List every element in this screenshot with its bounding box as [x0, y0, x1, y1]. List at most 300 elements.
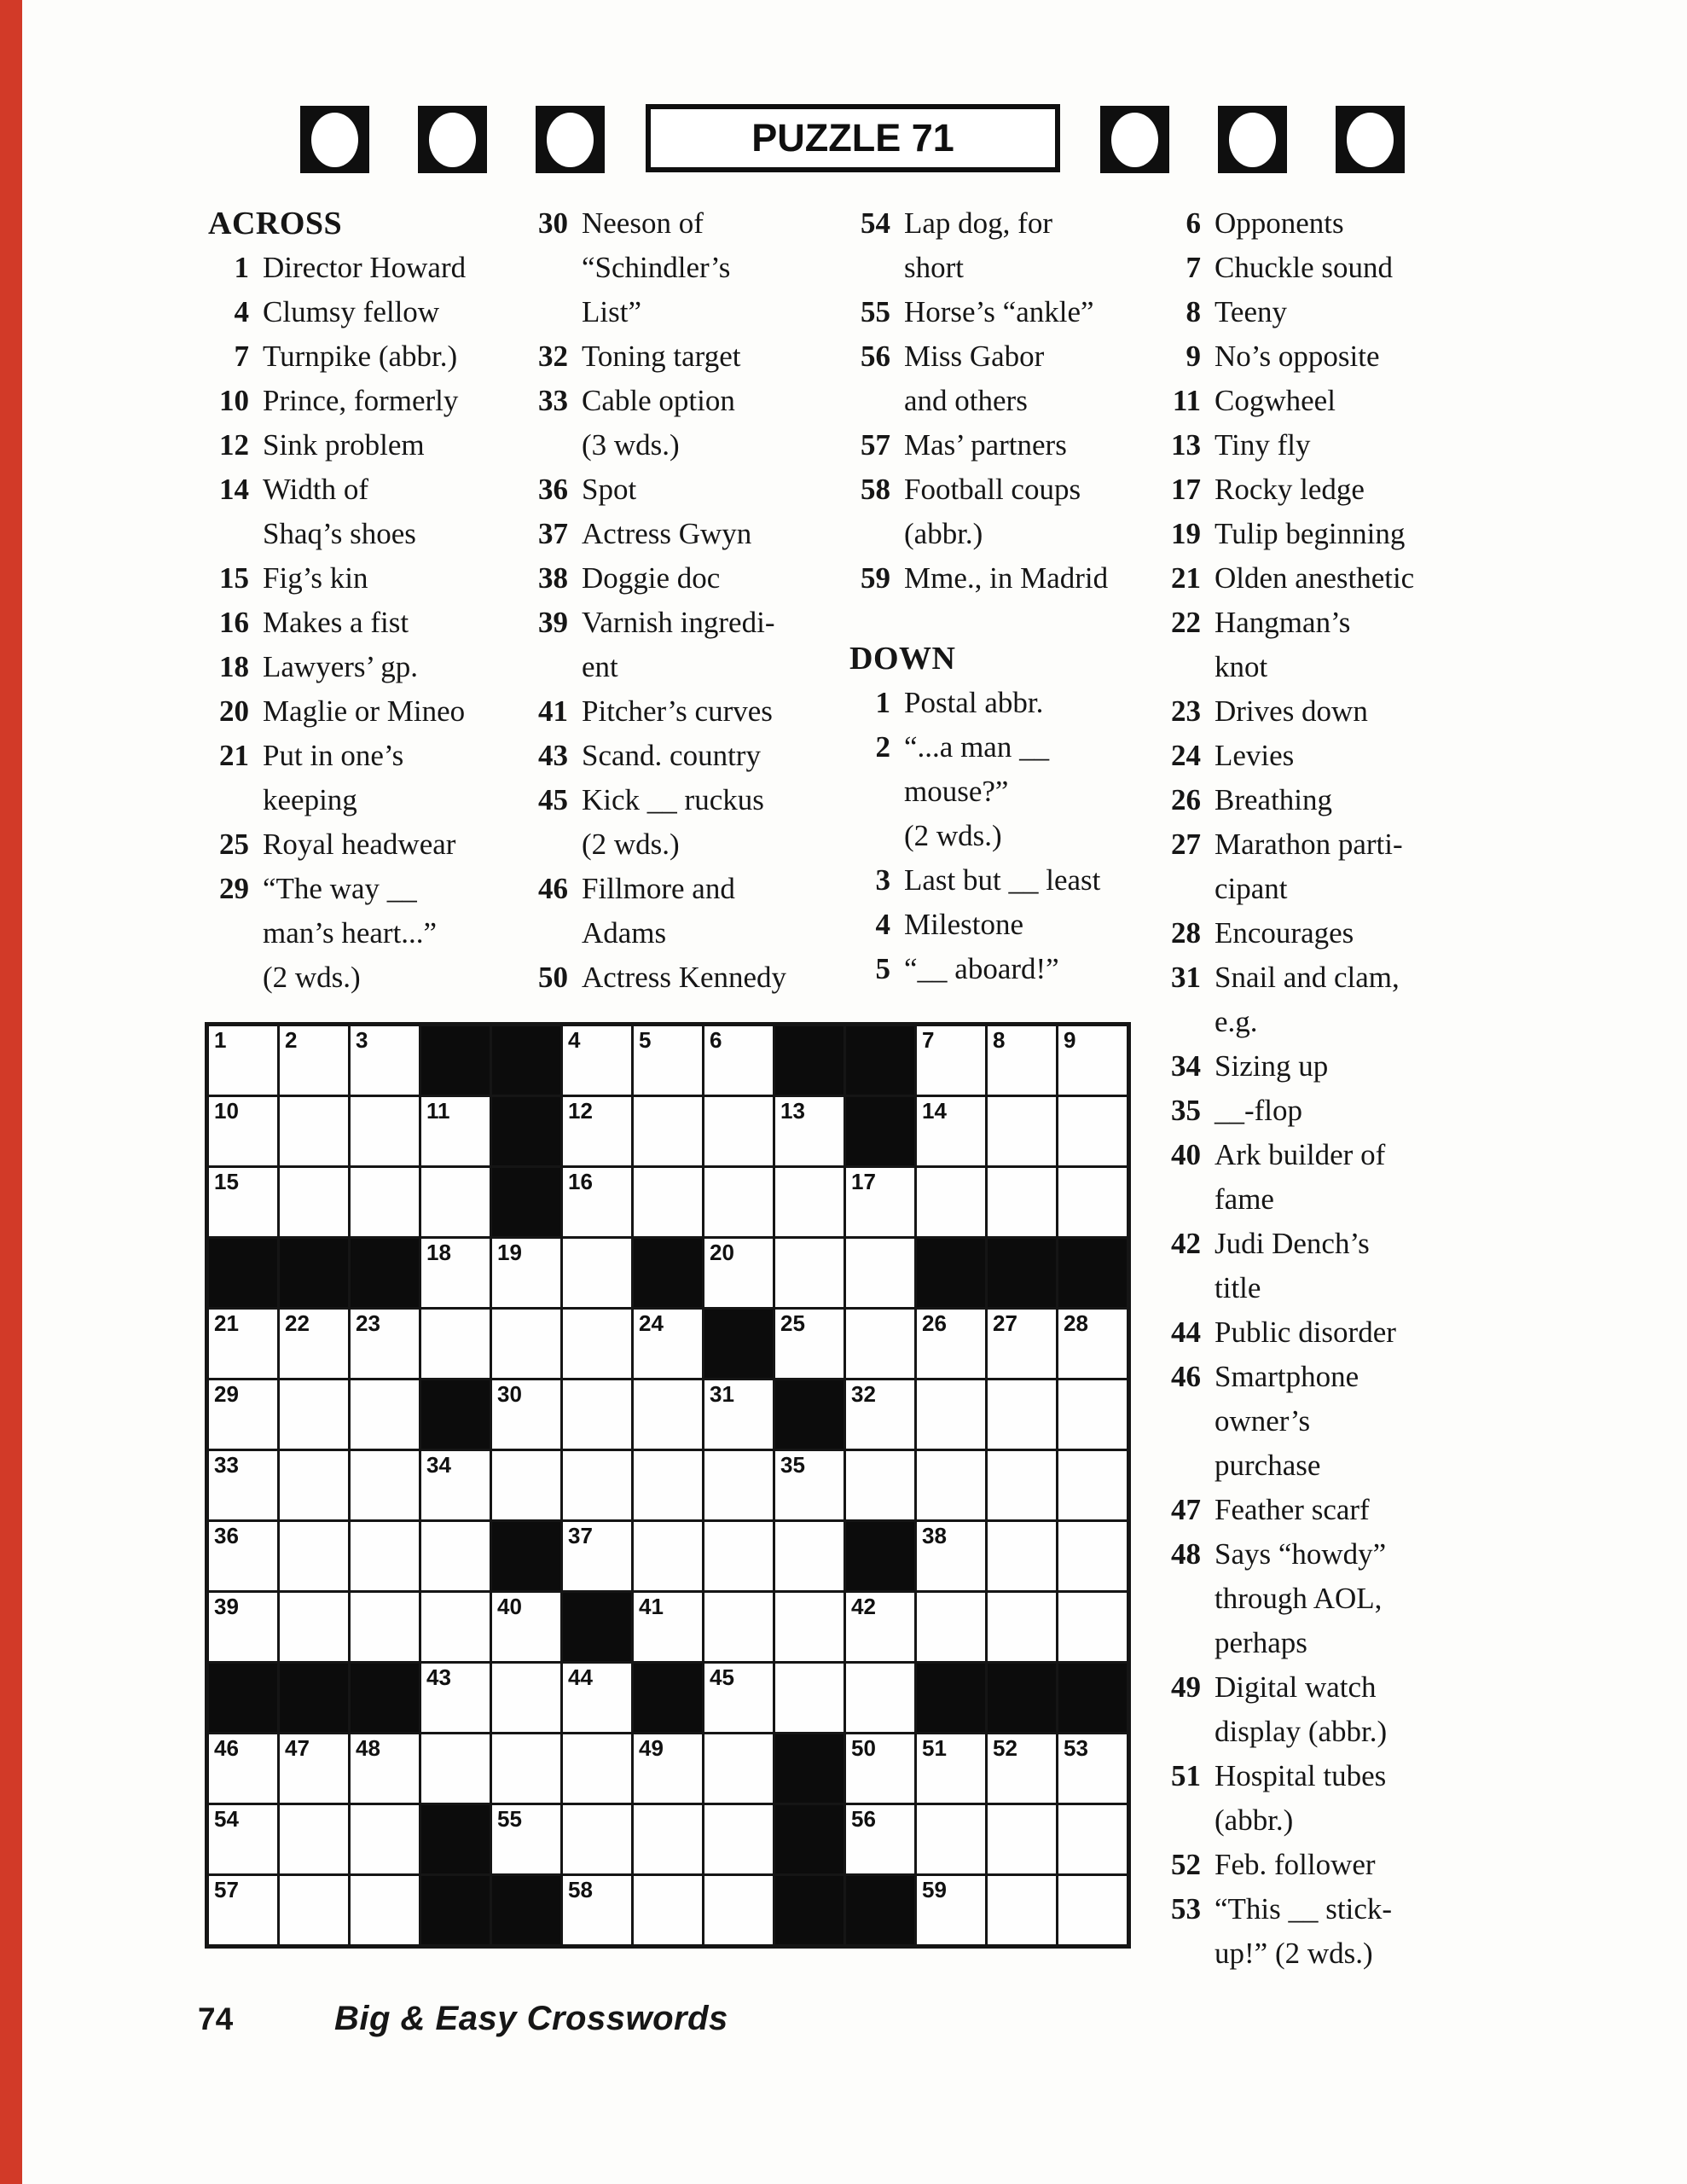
grid-cell-black — [492, 1876, 560, 1944]
grid-cell — [1058, 1168, 1127, 1236]
clue-across-10 — [208, 379, 522, 423]
grid-cell — [704, 1664, 773, 1732]
grid-cell-black — [634, 1664, 702, 1732]
clue-number: 9 — [1186, 340, 1201, 373]
grid-cell-black — [563, 1593, 631, 1661]
clue-across-1 — [208, 246, 522, 290]
grid-cell — [209, 1451, 277, 1519]
clue-number: 22 — [1171, 606, 1201, 639]
clue-number: 45 — [538, 783, 568, 816]
grid-cell-number-28: 28 — [1064, 1310, 1088, 1336]
grid-cell — [704, 1522, 773, 1590]
clue-number: 7 — [234, 340, 249, 373]
clue-text: Smartphone owner’s purchase — [1215, 1360, 1359, 1482]
clue-number: 11 — [1172, 384, 1201, 417]
clue-text: Prince, formerly — [263, 384, 459, 417]
grid-cell — [634, 1168, 702, 1236]
clue-down-52 — [1160, 1843, 1511, 1887]
crossword-grid — [205, 1022, 1131, 1949]
clue-text: Lap dog, for short — [904, 206, 1052, 284]
clue-number: 12 — [219, 428, 249, 462]
grid-cell-black — [421, 1380, 490, 1449]
clue-text: Lawyers’ gp. — [263, 650, 419, 683]
grid-cell — [421, 1664, 490, 1732]
grid-cell-number-56: 56 — [851, 1806, 876, 1832]
grid-cell — [492, 1451, 560, 1519]
clue-text: Kick __ ruckus (2 wds.) — [582, 783, 764, 861]
clue-text: “This __ stick- up!” (2 wds.) — [1215, 1892, 1393, 1970]
grid-cell — [351, 1522, 419, 1590]
grid-cell-number-36: 36 — [214, 1523, 239, 1548]
clue-down-4 — [849, 903, 1165, 947]
grid-cell — [846, 1734, 914, 1803]
grid-cell-number-47: 47 — [285, 1735, 310, 1761]
grid-cell-black — [421, 1805, 490, 1873]
grid-cell-black — [421, 1026, 490, 1095]
clue-number: 23 — [1171, 694, 1201, 728]
decor-squares-right — [1100, 106, 1405, 173]
grid-cell — [704, 1097, 773, 1165]
grid-cell — [775, 1239, 844, 1307]
clue-text: No’s opposite — [1215, 340, 1380, 373]
clue-across-15 — [208, 556, 522, 601]
grid-cell-number-4: 4 — [568, 1027, 581, 1053]
book-spine-edge — [0, 0, 22, 2184]
grid-cell-black — [492, 1026, 560, 1095]
clue-text: Feb. follower — [1215, 1848, 1376, 1881]
grid-cell — [563, 1522, 631, 1590]
clue-heading-down: DOWN — [849, 641, 956, 677]
grid-cell-number-17: 17 — [851, 1169, 876, 1194]
grid-cell-number-32: 32 — [851, 1381, 876, 1407]
clue-text: Turnpike (abbr.) — [263, 340, 458, 373]
grid-cell-black — [775, 1734, 844, 1803]
clue-text: Actress Kennedy — [582, 961, 787, 994]
grid-cell-number-57: 57 — [214, 1877, 239, 1902]
oval-hole-icon — [429, 113, 476, 167]
clue-text: Ark builder of fame — [1215, 1138, 1386, 1216]
grid-cell-number-12: 12 — [568, 1098, 593, 1124]
grid-cell — [988, 1097, 1056, 1165]
puzzle-title: PUZZLE 71 — [751, 116, 954, 160]
grid-cell-number-38: 38 — [922, 1523, 947, 1548]
clue-down-53 — [1160, 1887, 1511, 1976]
clue-number: 46 — [538, 872, 568, 905]
clue-text: Hospital tubes (abbr.) — [1215, 1759, 1387, 1837]
grid-cell-number-8: 8 — [993, 1027, 1006, 1053]
grid-cell-number-59: 59 — [922, 1877, 947, 1902]
grid-cell-number-54: 54 — [214, 1806, 239, 1832]
grid-cell — [634, 1026, 702, 1095]
grid-cell-black — [280, 1239, 348, 1307]
grid-cell — [917, 1451, 985, 1519]
grid-cell-number-52: 52 — [993, 1735, 1017, 1761]
grid-cell-black — [492, 1168, 560, 1236]
grid-cell — [209, 1522, 277, 1590]
clue-down-17 — [1160, 468, 1511, 512]
grid-cell — [846, 1451, 914, 1519]
clue-text: Drives down — [1215, 694, 1368, 728]
grid-cell — [704, 1734, 773, 1803]
clue-number: 48 — [1171, 1537, 1201, 1571]
grid-cell-number-21: 21 — [214, 1310, 239, 1336]
grid-cell — [988, 1522, 1056, 1590]
grid-cell — [988, 1805, 1056, 1873]
grid-cell — [563, 1380, 631, 1449]
grid-cell — [351, 1805, 419, 1873]
grid-cell-black — [775, 1876, 844, 1944]
grid-cell — [1058, 1026, 1127, 1095]
grid-cell — [634, 1593, 702, 1661]
clue-number: 40 — [1171, 1138, 1201, 1171]
grid-cell-black — [988, 1664, 1056, 1732]
clue-down-35 — [1160, 1089, 1511, 1133]
oval-hole-icon — [1111, 113, 1158, 167]
clue-down-23 — [1160, 689, 1511, 734]
grid-cell — [209, 1168, 277, 1236]
clue-section-down — [849, 636, 1165, 991]
clue-text: Varnish ingredi- ent — [582, 606, 775, 683]
clue-text: Fig’s kin — [263, 561, 368, 595]
grid-cell-number-45: 45 — [710, 1664, 734, 1690]
grid-cell-number-58: 58 — [568, 1877, 593, 1902]
grid-cell — [492, 1380, 560, 1449]
grid-cell-black — [846, 1522, 914, 1590]
clue-down-21 — [1160, 556, 1511, 601]
clue-text: Spot — [582, 473, 637, 506]
grid-cell — [988, 1310, 1056, 1378]
clue-number: 6 — [1186, 206, 1201, 240]
grid-cell — [492, 1805, 560, 1873]
grid-cell-number-35: 35 — [780, 1452, 805, 1478]
grid-cell — [775, 1593, 844, 1661]
grid-cell — [846, 1380, 914, 1449]
grid-cell-number-40: 40 — [497, 1594, 522, 1619]
grid-cell — [704, 1451, 773, 1519]
grid-cell — [280, 1026, 348, 1095]
clue-number: 38 — [538, 561, 568, 595]
grid-cell-number-18: 18 — [426, 1240, 451, 1265]
grid-cell-number-23: 23 — [356, 1310, 380, 1336]
clue-text: Doggie doc — [582, 561, 721, 595]
clue-down-49 — [1160, 1665, 1511, 1754]
clue-down-34 — [1160, 1044, 1511, 1089]
clue-number: 56 — [861, 340, 890, 373]
grid-cell — [351, 1451, 419, 1519]
clue-across-58 — [849, 468, 1165, 556]
book-title: Big & Easy Crosswords — [334, 2000, 728, 2037]
grid-cell — [421, 1097, 490, 1165]
grid-cell-black — [351, 1664, 419, 1732]
grid-cell — [563, 1876, 631, 1944]
grid-cell — [917, 1168, 985, 1236]
clue-text: Olden anesthetic — [1215, 561, 1415, 595]
grid-cell — [209, 1380, 277, 1449]
grid-cell — [988, 1380, 1056, 1449]
grid-cell — [351, 1734, 419, 1803]
grid-cell — [209, 1026, 277, 1095]
grid-cell — [280, 1168, 348, 1236]
grid-cell — [421, 1310, 490, 1378]
grid-cell-black — [846, 1876, 914, 1944]
grid-cell — [846, 1168, 914, 1236]
clue-text: Cogwheel — [1215, 384, 1336, 417]
clue-text: Width of Shaq’s shoes — [263, 473, 416, 550]
clue-down-13 — [1160, 423, 1511, 468]
grid-cell — [704, 1876, 773, 1944]
clue-number: 37 — [538, 517, 568, 550]
clue-down-2 — [849, 725, 1165, 858]
clue-across-45 — [527, 778, 846, 867]
clue-text: Last but __ least — [904, 863, 1101, 897]
clue-across-56 — [849, 334, 1165, 423]
grid-cell — [1058, 1805, 1127, 1873]
clue-number: 50 — [538, 961, 568, 994]
grid-cell-number-30: 30 — [497, 1381, 522, 1407]
grid-cell-black — [280, 1664, 348, 1732]
grid-cell-number-9: 9 — [1064, 1027, 1076, 1053]
clue-number: 4 — [234, 295, 249, 328]
clue-across-55 — [849, 290, 1165, 334]
grid-cell-number-41: 41 — [639, 1594, 664, 1619]
clue-number: 26 — [1171, 783, 1201, 816]
clue-column-4 — [1160, 201, 1511, 1976]
grid-cell-number-24: 24 — [639, 1310, 664, 1336]
grid-cell — [563, 1097, 631, 1165]
grid-cell-black — [988, 1239, 1056, 1307]
clue-text: Tiny fly — [1215, 428, 1311, 462]
clue-number: 4 — [875, 908, 890, 941]
grid-cell — [634, 1451, 702, 1519]
clue-number: 1 — [234, 251, 249, 284]
clue-down-28 — [1160, 911, 1511, 956]
grid-cell — [988, 1026, 1056, 1095]
grid-cell — [421, 1593, 490, 1661]
clue-text: Fillmore and Adams — [582, 872, 735, 950]
oval-hole-icon — [1229, 113, 1276, 167]
clue-text: Scand. country — [582, 739, 761, 772]
clue-text: Breathing — [1215, 783, 1333, 816]
grid-cell — [1058, 1522, 1127, 1590]
grid-cell — [209, 1097, 277, 1165]
clue-section-across — [208, 201, 522, 1000]
grid-cell — [563, 1734, 631, 1803]
clue-number: 20 — [219, 694, 249, 728]
clue-text: Judi Dench’s title — [1215, 1227, 1370, 1304]
grid-cell-number-15: 15 — [214, 1169, 239, 1194]
clue-down-42 — [1160, 1222, 1511, 1310]
clue-across-50 — [527, 956, 846, 1000]
clue-down-27 — [1160, 822, 1511, 911]
clue-across-12 — [208, 423, 522, 468]
page-number: 74 — [198, 2001, 234, 2036]
clue-number: 15 — [219, 561, 249, 595]
clue-down-31 — [1160, 956, 1511, 1044]
grid-cell-black — [704, 1310, 773, 1378]
clue-number: 24 — [1171, 739, 1201, 772]
grid-cell-number-2: 2 — [285, 1027, 298, 1053]
clue-number: 58 — [861, 473, 890, 506]
grid-cell — [917, 1026, 985, 1095]
grid-cell — [1058, 1097, 1127, 1165]
clue-across-32 — [527, 334, 846, 379]
clue-across-41 — [527, 689, 846, 734]
grid-cell-black — [492, 1522, 560, 1590]
oval-hole-icon — [1347, 113, 1394, 167]
puzzle-title-box — [646, 104, 1060, 172]
clue-text: Mme., in Madrid — [904, 561, 1109, 595]
grid-cell — [775, 1522, 844, 1590]
clue-text: Clumsy fellow — [263, 295, 440, 328]
grid-cell-black — [917, 1239, 985, 1307]
grid-cell — [280, 1097, 348, 1165]
grid-cell-number-29: 29 — [214, 1381, 239, 1407]
clue-down-6 — [1160, 201, 1511, 246]
clue-across-43 — [527, 734, 846, 778]
clue-number: 51 — [1171, 1759, 1201, 1792]
clue-down-7 — [1160, 246, 1511, 290]
grid-cell — [1058, 1380, 1127, 1449]
grid-cell — [1058, 1310, 1127, 1378]
clue-number: 36 — [538, 473, 568, 506]
clue-text: Football coups (abbr.) — [904, 473, 1081, 550]
clue-text: Levies — [1215, 739, 1295, 772]
grid-cell — [280, 1380, 348, 1449]
grid-cell — [563, 1805, 631, 1873]
clue-down-47 — [1160, 1488, 1511, 1532]
grid-cell — [280, 1876, 348, 1944]
clue-number: 27 — [1171, 828, 1201, 861]
grid-cell — [634, 1876, 702, 1944]
grid-cell — [634, 1310, 702, 1378]
grid-cell — [634, 1522, 702, 1590]
grid-cell-number-44: 44 — [568, 1664, 593, 1690]
grid-cell — [209, 1734, 277, 1803]
clue-number: 3 — [875, 863, 890, 897]
grid-cell-number-51: 51 — [922, 1735, 947, 1761]
grid-cell — [1058, 1734, 1127, 1803]
clue-down-3 — [849, 858, 1165, 903]
grid-cell — [775, 1664, 844, 1732]
clue-number: 55 — [861, 295, 890, 328]
clue-down-22 — [1160, 601, 1511, 689]
clue-section-across — [527, 201, 846, 1000]
grid-cell — [351, 1168, 419, 1236]
clue-section-across — [849, 201, 1165, 601]
grid-cell — [421, 1522, 490, 1590]
clue-text: Put in one’s keeping — [263, 739, 404, 816]
grid-cell — [846, 1239, 914, 1307]
clue-text: Miss Gabor and others — [904, 340, 1045, 417]
grid-cell-number-34: 34 — [426, 1452, 451, 1478]
grid-cell-black — [209, 1664, 277, 1732]
grid-cell — [917, 1522, 985, 1590]
grid-cell — [704, 1805, 773, 1873]
grid-cell — [421, 1451, 490, 1519]
clue-text: Cable option (3 wds.) — [582, 384, 735, 462]
clue-across-25 — [208, 822, 522, 867]
grid-cell-number-46: 46 — [214, 1735, 239, 1761]
grid-cell-number-19: 19 — [497, 1240, 522, 1265]
clue-across-38 — [527, 556, 846, 601]
clue-down-44 — [1160, 1310, 1511, 1355]
clue-across-37 — [527, 512, 846, 556]
punch-square-icon — [536, 106, 605, 173]
clue-text: Toning target — [582, 340, 741, 373]
grid-cell-number-6: 6 — [710, 1027, 722, 1053]
grid-cell-number-49: 49 — [639, 1735, 664, 1761]
punch-square-icon — [1336, 106, 1405, 173]
grid-cell — [280, 1310, 348, 1378]
grid-cell-number-1: 1 — [214, 1027, 227, 1053]
grid-cell — [563, 1451, 631, 1519]
clue-text: “__ aboard!” — [904, 952, 1059, 985]
clue-text: Director Howard — [263, 251, 467, 284]
clue-across-21 — [208, 734, 522, 822]
grid-cell-black — [209, 1239, 277, 1307]
clue-text: Feather scarf — [1215, 1493, 1370, 1526]
grid-cell — [421, 1239, 490, 1307]
grid-cell-number-33: 33 — [214, 1452, 239, 1478]
grid-cell — [280, 1522, 348, 1590]
clue-heading-across: ACROSS — [208, 206, 343, 241]
grid-cell-number-55: 55 — [497, 1806, 522, 1832]
clue-down-11 — [1160, 379, 1511, 423]
oval-hole-icon — [311, 113, 358, 167]
clue-across-16 — [208, 601, 522, 645]
grid-cell — [917, 1734, 985, 1803]
clue-text: Opponents — [1215, 206, 1344, 240]
clue-number: 10 — [219, 384, 249, 417]
grid-cell — [280, 1805, 348, 1873]
clue-number: 21 — [1171, 561, 1201, 595]
clue-number: 33 — [538, 384, 568, 417]
clue-text: Hangman’s knot — [1215, 606, 1351, 683]
clue-across-54 — [849, 201, 1165, 290]
grid-cell — [421, 1734, 490, 1803]
clue-text: Sizing up — [1215, 1049, 1329, 1083]
grid-cell — [351, 1876, 419, 1944]
clue-text: Maglie or Mineo — [263, 694, 466, 728]
grid-cell-number-5: 5 — [639, 1027, 652, 1053]
clue-down-40 — [1160, 1133, 1511, 1222]
grid-cell — [280, 1593, 348, 1661]
clue-text: Royal headwear — [263, 828, 456, 861]
clue-text: Marathon parti- cipant — [1215, 828, 1403, 905]
grid-cell — [351, 1310, 419, 1378]
grid-cell — [492, 1593, 560, 1661]
clue-column-1 — [208, 201, 522, 1000]
clue-number: 35 — [1171, 1094, 1201, 1127]
grid-cell — [563, 1239, 631, 1307]
grid-cell — [209, 1805, 277, 1873]
grid-cell — [492, 1734, 560, 1803]
clue-down-46 — [1160, 1355, 1511, 1488]
clue-text: Makes a fist — [263, 606, 409, 639]
grid-cell — [704, 1168, 773, 1236]
clue-down-51 — [1160, 1754, 1511, 1843]
grid-cell-number-27: 27 — [993, 1310, 1017, 1336]
grid-cell-black — [917, 1664, 985, 1732]
grid-cell — [988, 1876, 1056, 1944]
grid-cell-black — [775, 1805, 844, 1873]
clue-number: 47 — [1171, 1493, 1201, 1526]
grid-cell-number-43: 43 — [426, 1664, 451, 1690]
grid-cell — [775, 1310, 844, 1378]
grid-cell — [209, 1310, 277, 1378]
oval-hole-icon — [547, 113, 594, 167]
grid-cell-number-25: 25 — [780, 1310, 805, 1336]
